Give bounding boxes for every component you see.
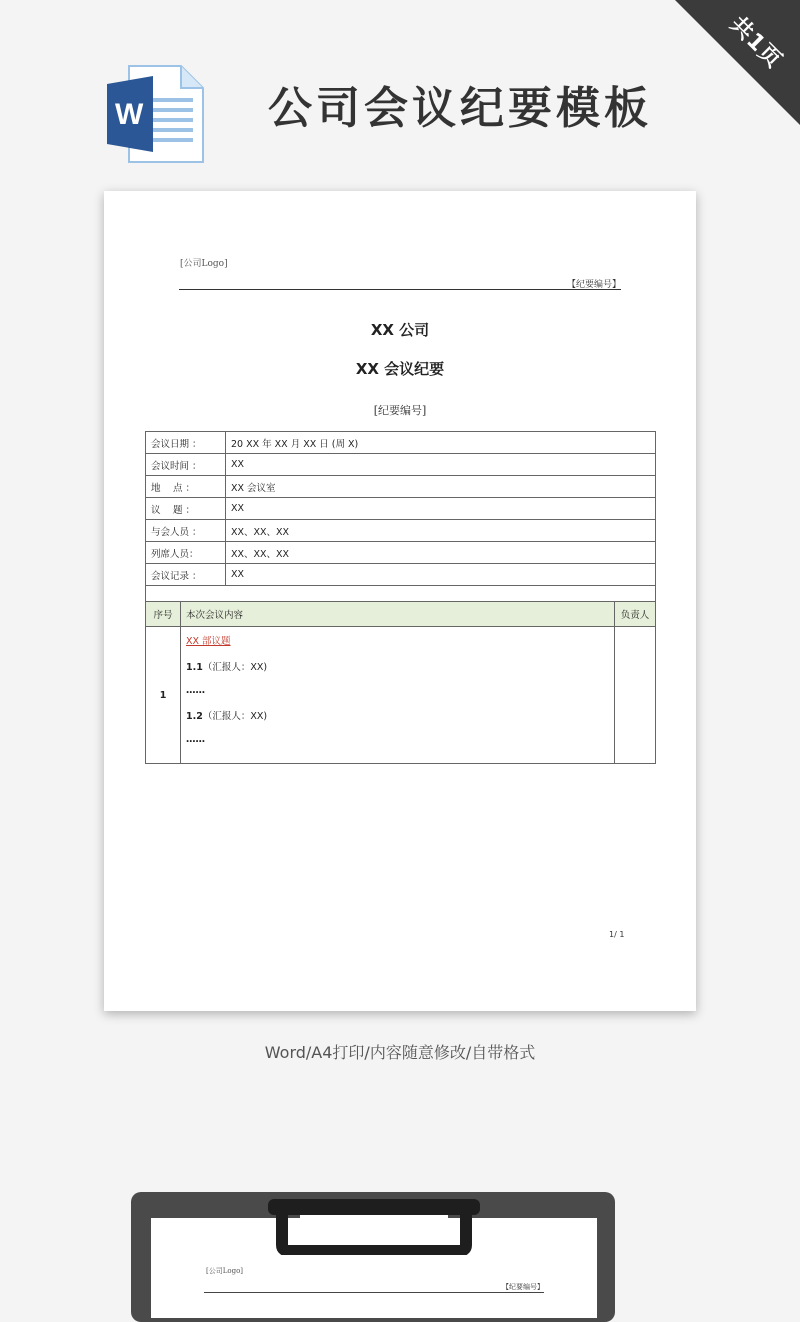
svg-text:W: W <box>115 98 144 131</box>
company-logo-placeholder: [公司Logo] <box>206 1267 244 1275</box>
header-owner: 负责人 <box>615 602 656 627</box>
info-row-attendees <box>146 520 656 542</box>
info-label: 列席人员： <box>146 542 226 564</box>
page-indicator: 1/ 1 <box>609 930 625 939</box>
feature-subtitle: Word/A4打印/内容随意修改/自带格式 <box>264 1043 536 1062</box>
item-text: （汇报人：XX) <box>202 711 268 722</box>
info-value: XX、XX、XX <box>226 542 656 564</box>
clipboard-clip-icon <box>268 1193 480 1255</box>
agenda-item-2 <box>186 708 609 722</box>
info-label: 与会人员 ： <box>146 520 226 542</box>
info-row-topic <box>146 498 656 520</box>
info-value: 20 XX 年 XX 月 XX 日 (周 X) <box>226 432 656 454</box>
meeting-info-table <box>145 431 656 764</box>
word-document-icon <box>107 62 207 166</box>
header-no: 序号 <box>146 602 181 627</box>
info-label: 会议日期 ： <box>146 432 226 454</box>
header-rule <box>179 277 621 290</box>
content-row <box>146 627 656 764</box>
company-logo-placeholder: [公司Logo] <box>180 259 228 269</box>
info-value: XX、XX、XX <box>226 520 656 542</box>
info-row-date <box>146 432 656 454</box>
info-row-recorder <box>146 564 656 586</box>
ellipsis: …… <box>186 734 205 745</box>
info-row-time <box>146 454 656 476</box>
item-text: （汇报人：XX) <box>202 662 268 673</box>
info-value: XX <box>226 454 656 476</box>
header-rule <box>204 1282 544 1293</box>
info-label: 议 题 ： <box>146 498 226 520</box>
empty-cell <box>146 586 656 602</box>
content-header-row <box>146 602 656 627</box>
header-content: 本次会议内容 <box>181 602 615 627</box>
info-value: XX 会议室 <box>226 476 656 498</box>
info-label: 地 点 ： <box>146 476 226 498</box>
item-number: 1.2 <box>186 711 203 722</box>
info-label: 会议时间 ： <box>146 454 226 476</box>
info-row-observers <box>146 542 656 564</box>
info-label: 会议记录 ： <box>146 564 226 586</box>
item-number: 1.1 <box>186 662 203 673</box>
page-count-badge: 共1页 <box>724 12 787 74</box>
agenda-title: XX 部议题 <box>186 636 231 647</box>
info-value: XX <box>226 498 656 520</box>
document-title: XX 会议纪要 <box>355 360 445 378</box>
spacer-row <box>146 586 656 602</box>
ellipsis: …… <box>186 685 205 696</box>
info-row-location <box>146 476 656 498</box>
row-content <box>181 627 615 764</box>
agenda-item-1 <box>186 659 609 673</box>
minute-number-header: 【纪要编号】 <box>566 280 621 290</box>
row-number: 1 <box>146 627 181 764</box>
document-page <box>104 191 696 1011</box>
row-owner <box>615 627 656 764</box>
template-title: 公司会议纪要模板 <box>268 83 652 134</box>
minute-number: [纪要编号] <box>373 404 427 417</box>
company-name: XX 公司 <box>370 321 430 339</box>
minute-number-header: 【纪要编号】 <box>502 1283 544 1291</box>
info-value: XX <box>226 564 656 586</box>
